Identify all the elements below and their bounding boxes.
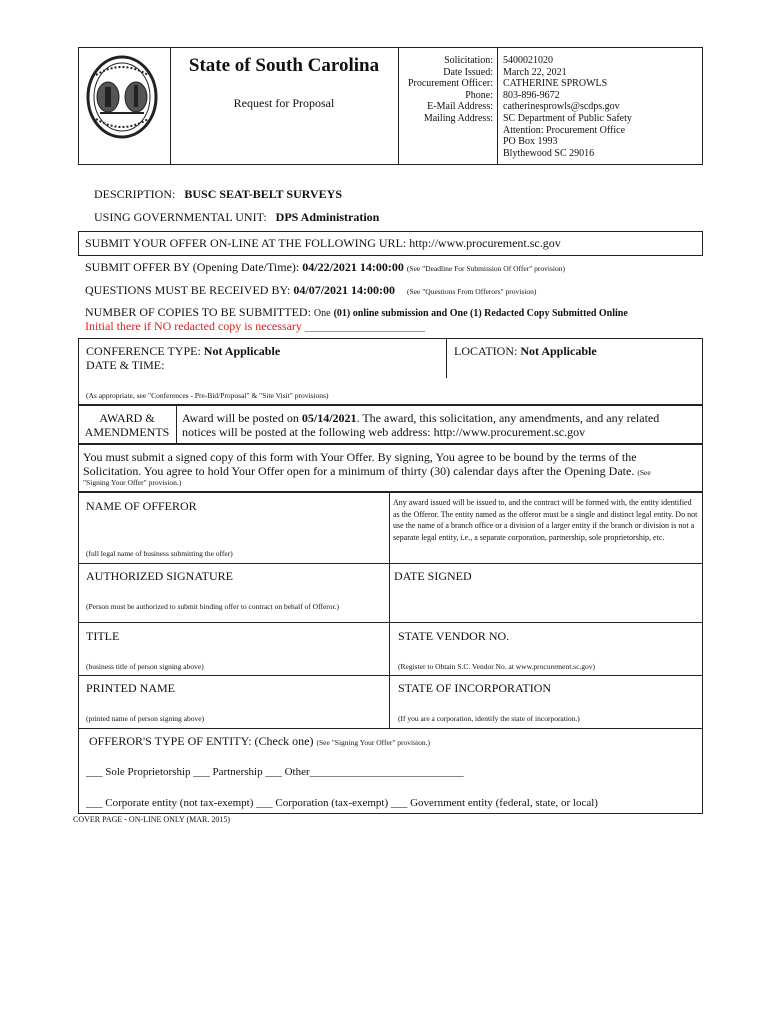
printed-name-label: PRINTED NAME	[86, 681, 175, 695]
solicitation-number: 5400021020	[503, 55, 553, 66]
submit-by-value: 04/22/2021 14:00:00	[302, 260, 404, 274]
offeror-row-2	[78, 622, 703, 623]
label-solicitation: Solicitation:	[444, 55, 493, 66]
agreement-line-3: "Signing Your Offer" provision.)	[83, 478, 182, 487]
header-labels	[398, 55, 493, 125]
conference-type-row	[86, 344, 280, 359]
conference-note: (As appropriate, see "Conferences - Pre-Bid/Proposal" & "Site Visit" provisions)	[86, 391, 329, 400]
submit-by-row	[85, 260, 565, 275]
questions-row	[85, 283, 536, 298]
label-email: E-Mail Address:	[427, 101, 493, 113]
offeror-award-note: Any award issued will be issued to, and the contract will be formed with, the entity identified as the Offeror. The entity named as the offeror must be a single and distinct legal entity. Do not use the name of a branch office or a division of a larger entity if the branch or division is not a separate legal entity, i.e., a separate corporation, partnership, sole proprietorship, etc.	[393, 498, 698, 542]
page-title: State of South Carolina	[188, 55, 380, 76]
offeror-name-note: (full legal name of business submitting the offer)	[86, 549, 233, 558]
label-phone: Phone:	[465, 89, 493, 101]
conference-divider	[446, 338, 447, 378]
agreement-text	[83, 450, 651, 480]
printed-name-field[interactable]	[84, 697, 384, 711]
procurement-officer: CATHERINE SPROWLS	[503, 78, 608, 90]
address-line-2: Attention: Procurement Office	[503, 124, 626, 136]
conference-datetime-label: DATE & TIME:	[86, 358, 165, 372]
signature-note: (Person must be authorized to submit binding offer to contract on behalf of Offeror.)	[86, 602, 339, 611]
copies-one: One	[313, 308, 331, 319]
entity-options-1[interactable]: ___ Sole Proprietorship ___ Partnership ___ Other____________________________	[86, 766, 464, 778]
email-address[interactable]: catherinesprowls@scdps.gov	[503, 101, 620, 113]
label-date-issued: Date Issued:	[443, 66, 493, 78]
submit-by-label: SUBMIT OFFER BY (Opening Date/Time):	[85, 260, 300, 274]
award-label-2: AMENDMENTS	[84, 425, 170, 439]
award-text	[182, 411, 659, 439]
incorporation-label: STATE OF INCORPORATION	[398, 681, 552, 695]
offeror-name-label: NAME OF OFFEROR	[86, 499, 197, 513]
vendor-note: (Register to Obtain S.C. Vendor No. at www.procurement.sc.gov)	[398, 662, 596, 671]
incorporation-field[interactable]	[396, 697, 696, 711]
entity-note: (See "Signing Your Offer" provision.)	[316, 738, 430, 747]
copies-value: (01) online submission and One (1) Redacted Copy Submitted Online	[333, 308, 628, 319]
award-line-2: notices will be posted at the following web address: http://www.procurement.sc.gov	[182, 425, 586, 439]
title-note: (business title of person signing above)	[86, 662, 204, 671]
offeror-row-3	[78, 675, 703, 676]
page-subtitle: Request for Proposal	[233, 96, 335, 110]
state-seal-icon	[86, 55, 158, 139]
award-date: 05/14/2021	[301, 411, 357, 425]
footer-text: COVER PAGE - ON-LINE ONLY (MAR. 2015)	[73, 815, 231, 824]
unit-row	[94, 210, 379, 225]
signature-field[interactable]	[84, 585, 384, 600]
agreement-see: (See	[637, 468, 651, 477]
location-row	[454, 344, 597, 359]
description-value: BUSC SEAT-BELT SURVEYS	[184, 187, 342, 201]
award-label	[78, 411, 176, 439]
header-values-divider	[497, 47, 498, 165]
location-value: Not Applicable	[520, 344, 597, 358]
copies-row	[85, 305, 628, 320]
award-text-post: . The award, this solicitation, any amendments, and any related	[356, 411, 660, 425]
date-issued: March 22, 2021	[503, 66, 567, 78]
agreement-line-2: Solicitation. You agree to hold Your Offer open for a minimum of thirty (30) calendar days after the Opening Date.	[83, 464, 635, 478]
entity-row	[89, 734, 430, 749]
signature-label: AUTHORIZED SIGNATURE	[86, 569, 233, 583]
vendor-field[interactable]	[396, 645, 696, 659]
location-label: LOCATION:	[454, 344, 518, 358]
agreement-line-1: You must submit a signed copy of this form with Your Offer. By signing, You agree to be bound by the terms of the	[83, 450, 637, 464]
description-row	[94, 187, 342, 202]
conference-type-value: Not Applicable	[203, 344, 281, 358]
address-line-3: PO Box 1993	[503, 136, 558, 148]
offeror-divider	[389, 492, 390, 728]
date-signed-field[interactable]	[392, 585, 697, 617]
questions-label: QUESTIONS MUST BE RECEIVED BY:	[85, 283, 291, 297]
offeror-name-field[interactable]	[84, 516, 384, 544]
printed-name-note: (printed name of person signing above)	[86, 714, 205, 723]
award-label-1: AWARD &	[99, 411, 155, 425]
title-label: TITLE	[86, 629, 120, 643]
questions-note: (See "Questions From Offerors" provision)	[407, 287, 537, 296]
label-officer: Procurement Officer:	[407, 78, 493, 90]
copies-label: NUMBER OF COPIES TO BE SUBMITTED:	[85, 305, 311, 319]
vendor-label: STATE VENDOR NO.	[398, 629, 510, 643]
address-line-1: SC Department of Public Safety	[503, 112, 632, 124]
unit-label: USING GOVERNMENTAL UNIT:	[94, 210, 267, 224]
submit-url-text[interactable]: SUBMIT YOUR OFFER ON-LINE AT THE FOLLOWING URL: http://www.procurement.sc.gov	[85, 236, 561, 250]
phone-number: 803-896-9672	[503, 89, 560, 101]
award-text-pre: Award will be posted on	[182, 411, 299, 425]
address-line-4: Blythewood SC 29016	[503, 147, 595, 159]
submit-by-note: (See "Deadline For Submission Of Offer" provision)	[406, 264, 565, 273]
offeror-row-4	[78, 728, 703, 729]
incorporation-note: (If you are a corporation, identify the state of incorporation.)	[398, 714, 580, 723]
offeror-row-1	[78, 563, 703, 564]
entity-options-2[interactable]: ___ Corporate entity (not tax-exempt) ___ Corporation (tax-exempt) ___ Government entity (federal, state, or local)	[86, 797, 598, 809]
conference-type-label: CONFERENCE TYPE:	[86, 344, 201, 358]
entity-label: OFFEROR'S TYPE OF ENTITY: (Check one)	[89, 734, 314, 748]
questions-value: 04/07/2021 14:00:00	[293, 283, 396, 297]
title-field[interactable]	[84, 645, 384, 659]
header-values	[503, 55, 699, 159]
award-divider	[176, 405, 177, 444]
label-mailing: Mailing Address:	[423, 112, 493, 124]
description-label: DESCRIPTION:	[94, 187, 176, 201]
date-signed-label: DATE SIGNED	[394, 569, 472, 583]
copies-initial[interactable]: Initial there if NO redacted copy is necessary ____________________	[85, 319, 425, 333]
unit-value: DPS Administration	[275, 210, 380, 224]
